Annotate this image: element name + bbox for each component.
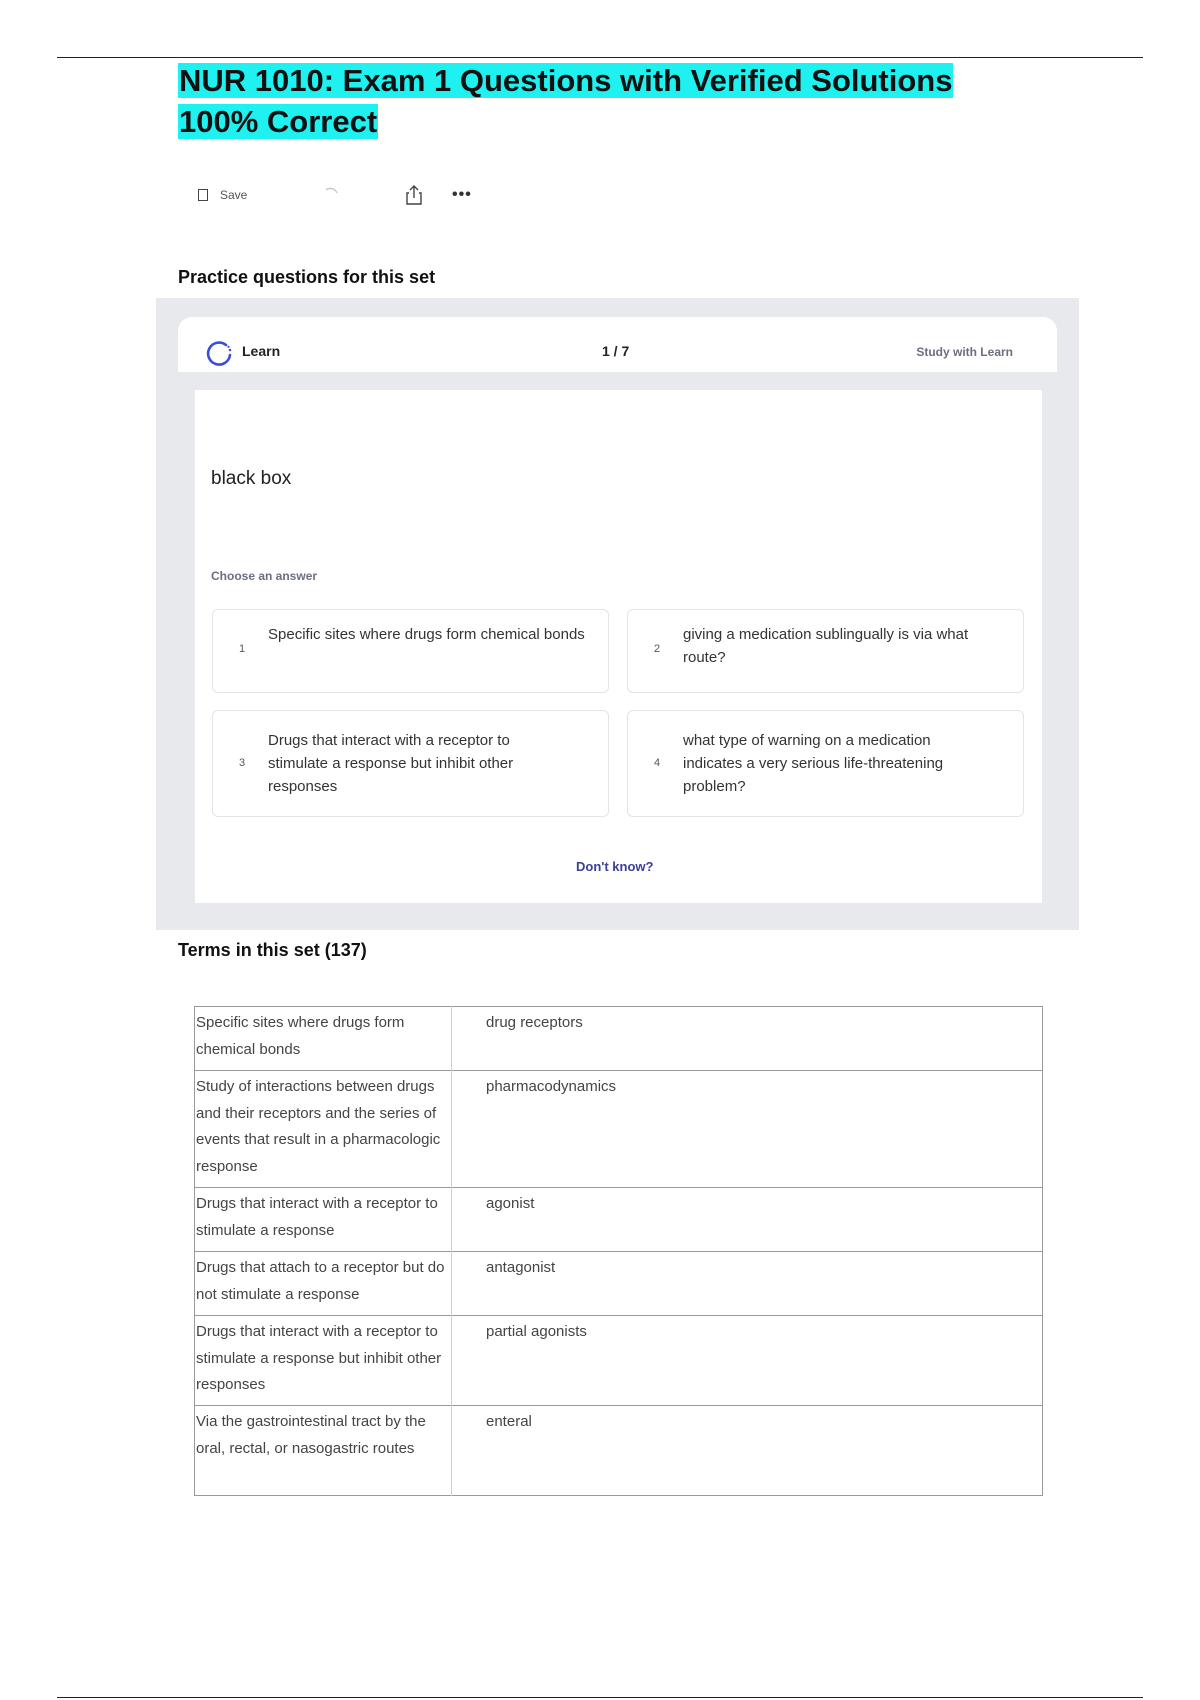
term-cell: Via the gastrointestinal tract by the oral, rectal, or nasogastric routes (195, 1406, 452, 1496)
option-text: Drugs that interact with a receptor to stimulate a response but inhibit other responses (268, 732, 514, 795)
dont-know-link[interactable]: Don't know? (576, 859, 654, 874)
terms-heading: Terms in this set (137) (178, 940, 367, 960)
definition-cell: drug receptors (486, 1014, 583, 1031)
table-row (195, 1188, 1043, 1252)
term-cell: Study of interactions between drugs and their receptors and the series of events that result in a pharmacologic response (195, 1071, 452, 1188)
more-icon[interactable]: ••• (452, 186, 472, 203)
answer-option-1[interactable] (212, 609, 609, 693)
definition-cell: agonist (486, 1195, 535, 1212)
learn-label: Learn (242, 343, 281, 359)
study-with-learn-link[interactable]: Study with Learn (916, 345, 1013, 359)
loading-icon (322, 183, 340, 207)
learn-icon (204, 339, 234, 374)
choose-answer-label: Choose an answer (211, 569, 318, 583)
table-row (195, 1406, 1043, 1496)
table-row (195, 1007, 1043, 1071)
question-card (195, 390, 1042, 903)
toolbar (198, 183, 498, 207)
option-number: 2 (654, 643, 661, 655)
share-icon[interactable] (404, 183, 424, 207)
document-title: NUR 1010: Exam 1 Questions with Verified Solutions 100% Correct (179, 63, 953, 139)
option-text: Specific sites where drugs form chemical bonds (268, 626, 585, 643)
practice-heading: Practice questions for this set (178, 267, 436, 287)
term-cell: Drugs that interact with a receptor to stimulate a response (195, 1188, 452, 1252)
bottom-rule (57, 1697, 1143, 1698)
option-number: 4 (654, 757, 661, 769)
table-row (195, 1316, 1043, 1406)
bookmark-icon (198, 189, 208, 201)
term-cell: Specific sites where drugs form chemical bonds (195, 1007, 452, 1071)
term-cell: Drugs that attach to a receptor but do not stimulate a response (195, 1252, 452, 1316)
definition-cell: antagonist (486, 1259, 556, 1276)
definition-cell: pharmacodynamics (486, 1078, 617, 1095)
table-row (195, 1252, 1043, 1316)
terms-table (194, 1006, 1043, 1496)
option-number: 3 (239, 757, 246, 769)
definition-cell: enteral (486, 1413, 532, 1430)
answer-option-2[interactable] (627, 609, 1024, 693)
question-prompt: black box (211, 468, 292, 489)
save-label: Save (220, 188, 248, 202)
term-cell: Drugs that interact with a receptor to stimulate a response but inhibit other responses (195, 1316, 452, 1406)
table-row (195, 1071, 1043, 1188)
progress-counter: 1 / 7 (602, 343, 630, 359)
save-button[interactable] (198, 183, 247, 207)
option-text: what type of warning on a medication indicates a very serious life-threatening problem? (683, 732, 944, 795)
answer-option-3[interactable] (212, 710, 609, 817)
answer-option-4[interactable] (627, 710, 1024, 817)
definition-cell: partial agonists (486, 1323, 587, 1340)
learn-header (178, 317, 1057, 372)
top-rule (57, 57, 1143, 58)
option-number: 1 (239, 643, 246, 655)
option-text: giving a medication sublingually is via what route? (683, 626, 969, 666)
